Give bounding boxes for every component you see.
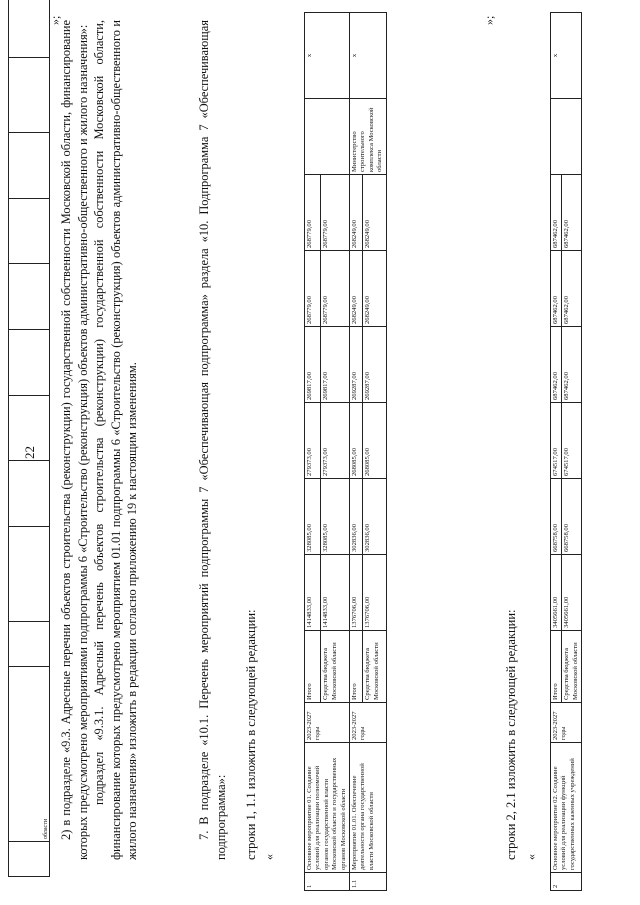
funding-2026: 268249,00 — [363, 251, 386, 327]
row-result: х — [551, 13, 582, 99]
funding-2024: 279373,00 — [305, 403, 321, 479]
funding-total: 1376706,00 — [363, 555, 386, 631]
table-row — [350, 13, 363, 891]
funding-2027: 268779,00 — [321, 175, 350, 251]
row-executor — [551, 99, 582, 175]
funding-source: Средства бюджета Московской области — [363, 631, 386, 703]
caption-rows-2: строки 2, 2.1 изложить в следующей редакции: — [504, 609, 518, 860]
row-result: х — [305, 13, 350, 99]
funding-2024: 279373,00 — [321, 403, 350, 479]
open-quote-1: « — [262, 854, 276, 860]
funding-2027: 268779,00 — [305, 175, 321, 251]
row-executor: Министерство строительного комплекса Московской области — [350, 99, 387, 175]
funding-2026: 687462,00 — [562, 251, 582, 327]
page-number: 22 — [22, 446, 37, 459]
row-number: 1 — [305, 873, 350, 891]
fragment-cell: области — [9, 667, 50, 842]
funding-source: Итого — [305, 631, 321, 703]
funding-2027: 687462,00 — [562, 175, 582, 251]
fragment-end-mark: »; — [48, 15, 62, 25]
funding-2025: 269287,00 — [350, 327, 363, 403]
funding-2027: 268249,00 — [350, 175, 363, 251]
row-period: 2023-2027 годы — [305, 703, 350, 743]
row-name: Основное мероприятие 01. Создание условий для реализации полномочий органов государственной власти Московской области и государственных органов Московской области — [305, 743, 350, 873]
funding-2024: 268085,00 — [363, 403, 386, 479]
caption-rows-1: строки 1, 1.1 изложить в следующей редакции: — [244, 609, 258, 860]
funding-2027: 687462,00 — [551, 175, 562, 251]
funding-2023: 668758,00 — [562, 479, 582, 555]
funding-2023: 668758,00 — [551, 479, 562, 555]
table-subprogram-7-rows-2 — [550, 12, 582, 891]
open-quote-2: « — [524, 854, 538, 860]
paragraph-2 — [58, 20, 141, 860]
funding-2027: 268249,00 — [363, 175, 386, 251]
row-name: Основное мероприятие 02. Создание условий для реализации функций государственных казенных учреждений — [551, 743, 582, 873]
table-row — [305, 13, 321, 891]
end-mark-1: »; — [482, 15, 496, 25]
funding-2025: 687462,00 — [562, 327, 582, 403]
paragraph-2-lead: 2) в подразделе «9.3. Адресные перечни объектов строительства (реконструкции) государственной собственности Московской области, финансирование которых предусмотрено мероприятиями подпрограммы 6 «Строительство (реконструкция) объектов административно-общественного и жилого назначения»: — [59, 20, 90, 860]
funding-total: 1414833,00 — [305, 555, 321, 631]
funding-2026: 268249,00 — [350, 251, 363, 327]
paragraph-7: 7. В подразделе «10.1. Перечень мероприятий подпрограммы 7 «Обеспечивающая подпрограмма» раздела «10. Подпрограмма 7 «Обеспечивающая подпрограмма»: — [197, 20, 228, 860]
funding-2025: 269287,00 — [363, 327, 386, 403]
funding-2023: 328085,00 — [305, 479, 321, 555]
funding-total: 3405661,00 — [562, 555, 582, 631]
funding-2025: 269817,00 — [305, 327, 321, 403]
funding-2025: 687462,00 — [551, 327, 562, 403]
row-executor — [305, 99, 350, 175]
funding-2026: 268779,00 — [321, 251, 350, 327]
table-subprogram-7-rows-1 — [304, 12, 387, 891]
funding-source: Итого — [551, 631, 562, 703]
funding-2026: 687462,00 — [551, 251, 562, 327]
row-number: 2 — [551, 873, 582, 891]
funding-total: 1414833,00 — [321, 555, 350, 631]
row-number: 1.1 — [350, 873, 387, 891]
row-period: 2023-2027 годы — [350, 703, 387, 743]
funding-2023: 328085,00 — [321, 479, 350, 555]
row-result: х — [350, 13, 387, 99]
funding-2025: 269817,00 — [321, 327, 350, 403]
funding-2023: 302836,00 — [363, 479, 386, 555]
funding-2024: 268085,00 — [350, 403, 363, 479]
funding-source: Средства бюджета Московской области — [562, 631, 582, 703]
funding-total: 1376706,00 — [350, 555, 363, 631]
row-period: 2023-2027 годы — [551, 703, 582, 743]
funding-2024: 674517,00 — [551, 403, 562, 479]
funding-source: Средства бюджета Московской области — [321, 631, 350, 703]
paragraph-2-body: подраздел «9.3.1. Адресный перечень объектов строительства (реконструкции) государственной собственности Московской области, финансирование которых предусмотрено мероприятием 01.01 подпрограммы 6 «Строительство (реконструкция) объектов административно-общественного и жилого назначения» изложить в редакции согласно приложению 19 к настоящим изменениям. — [92, 20, 139, 860]
funding-total: 3405661,00 — [551, 555, 562, 631]
row-name: Мероприятие 01.01. Обеспечение деятельности органа государственной власти Московской области — [350, 743, 387, 873]
funding-2026: 268779,00 — [305, 251, 321, 327]
funding-source: Итого — [350, 631, 363, 703]
table-row — [551, 13, 562, 891]
funding-2024: 674517,00 — [562, 403, 582, 479]
funding-2023: 302836,00 — [350, 479, 363, 555]
